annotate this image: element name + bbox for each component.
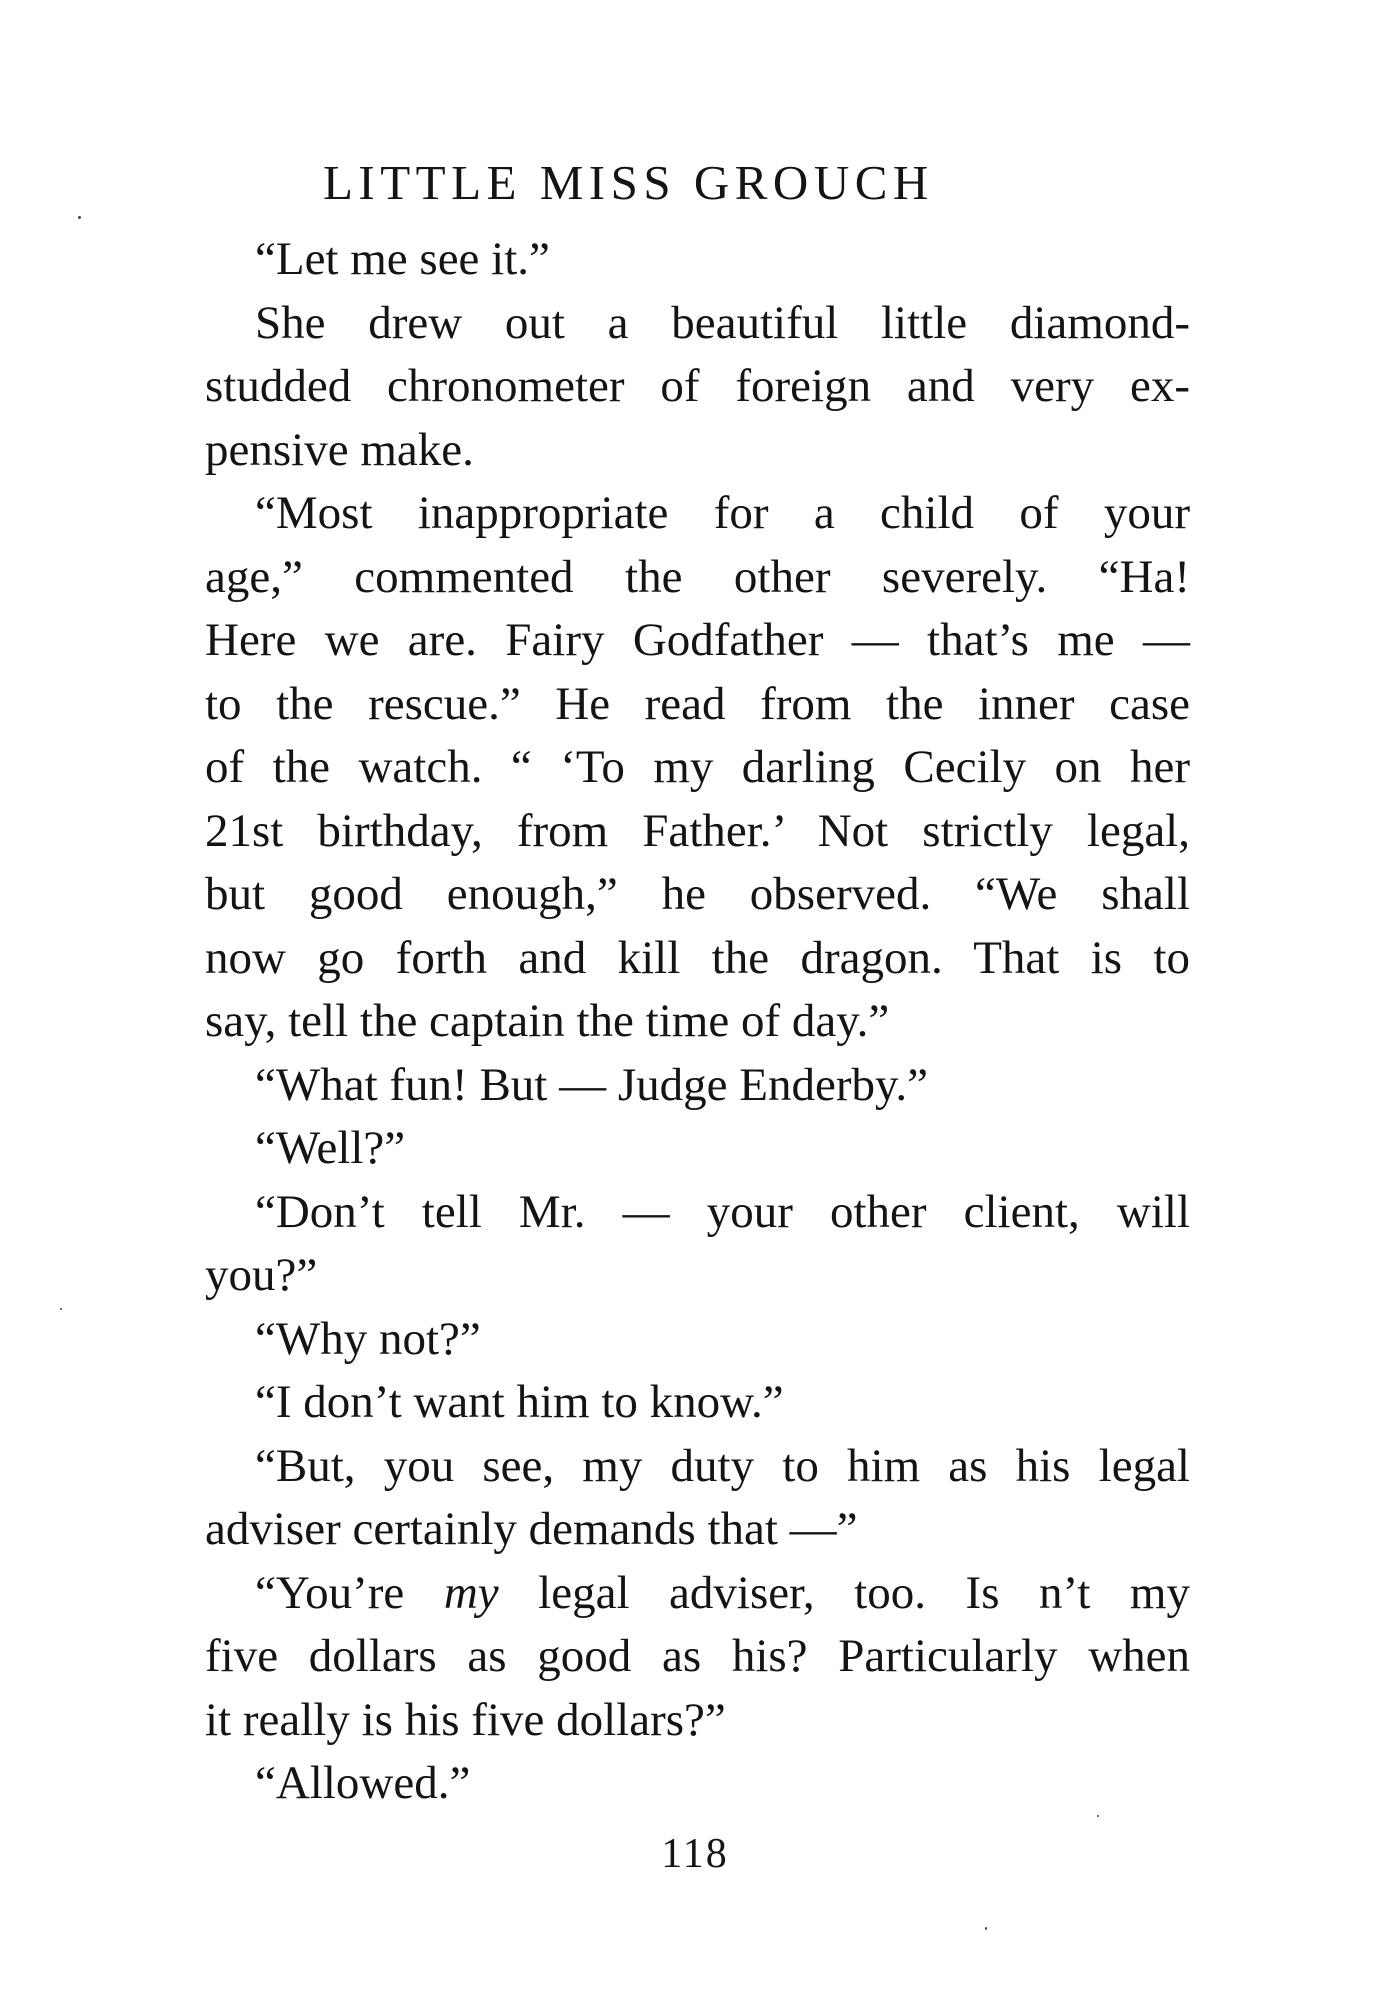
- text-line: Here we are. Fairy Godfather — that’s me —: [205, 614, 1190, 666]
- text-line: it really is his five dollars?”: [205, 1693, 726, 1746]
- text-line: pensive make.: [205, 423, 474, 476]
- text-line: “Don’t tell Mr. — your other client, will: [255, 1185, 1190, 1238]
- page-number: 118: [661, 1831, 729, 1877]
- text-line: “I don’t want him to know.”: [255, 1376, 784, 1428]
- italic-emphasis: my: [443, 1566, 499, 1619]
- text-line-with-italic: “You’re my legal adviser, too. Is n’t my: [255, 1566, 1190, 1619]
- text-line: but good enough,” he observed. “We shall: [205, 868, 1190, 920]
- text-line: you?”: [205, 1249, 318, 1301]
- text-line: age,” commented the other severely. “Ha!: [205, 550, 1190, 603]
- text-line: five dollars as good as his? Particularly when: [205, 1630, 1190, 1682]
- text-line: “Why not?”: [255, 1312, 481, 1365]
- text-line: “Well?”: [255, 1122, 406, 1174]
- text-line: “Let me see it.”: [255, 233, 550, 285]
- text-line: to the rescue.” He read from the inner case: [205, 677, 1190, 730]
- body-text: [205, 228, 1190, 1816]
- paper-speck: [1097, 1815, 1099, 1817]
- text-line: “What fun! But — Judge Enderby.”: [255, 1058, 929, 1111]
- text-line: of the watch. “ ‘To my darling Cecily on her: [205, 741, 1190, 793]
- text-line: 21st birthday, from Father.’ Not strictly legal,: [205, 804, 1190, 857]
- text-line: “Allowed.”: [255, 1757, 471, 1809]
- text-line: adviser certainly demands that —”: [205, 1503, 858, 1555]
- text-line: say, tell the captain the time of day.”: [205, 995, 890, 1047]
- text-line: studded chronometer of foreign and very ex-: [205, 360, 1190, 412]
- paper-speck: [78, 216, 81, 219]
- text-line: now go forth and kill the dragon. That is to: [205, 931, 1190, 984]
- text-line: She drew out a beautiful little diamond-: [255, 296, 1190, 349]
- text-line: “But, you see, my duty to him as his legal: [255, 1439, 1190, 1492]
- running-head: LITTLE MISS GROUCH: [323, 155, 934, 210]
- text-line: “Most inappropriate for a child of your: [255, 487, 1190, 539]
- paper-speck: [985, 1927, 987, 1930]
- paper-speck: [60, 1308, 62, 1310]
